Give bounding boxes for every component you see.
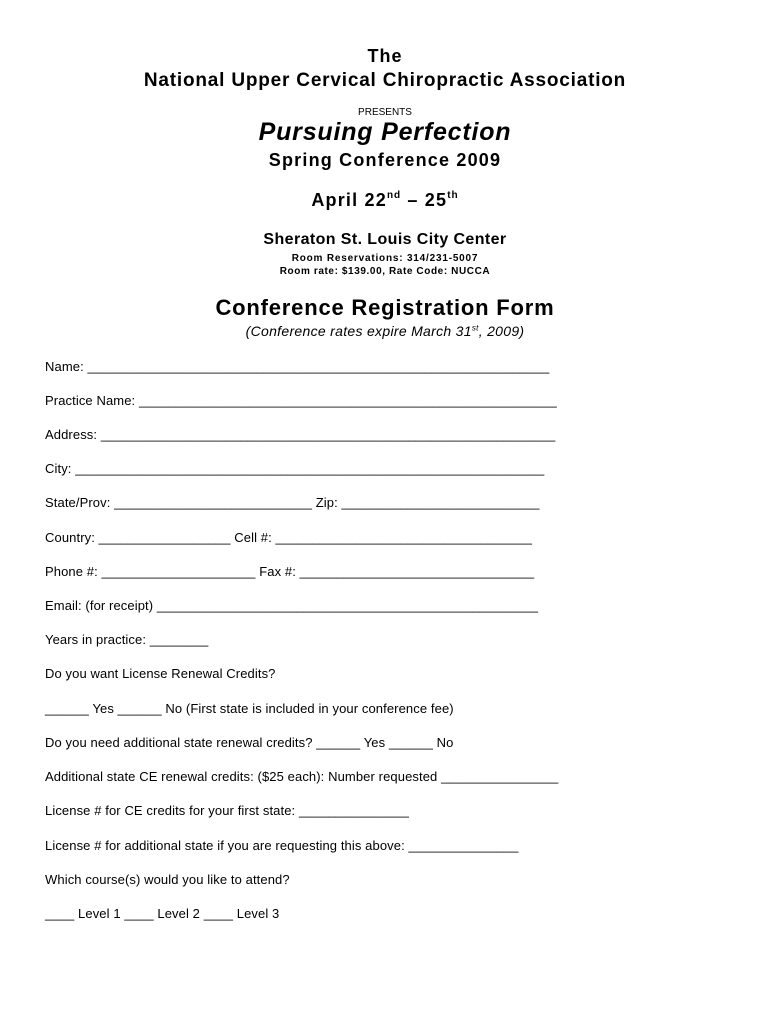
header-the: The [367,46,403,66]
conference-dates [0,190,770,211]
country-cell-field[interactable]: Country: __________________ Cell #: ___________________________________ [45,530,533,545]
organization-name: National Upper Cervical Chiropractic Association [143,70,627,91]
rates-expiry-note [0,323,770,339]
note-text-start: (Conference rates expire March 31 [245,323,472,339]
venue-name: Sheraton St. Louis City Center [263,231,507,248]
address-field[interactable]: Address: ______________________________________________________________ [45,427,556,442]
note-suffix: st [471,323,479,333]
course-question: Which course(s) would you like to attend? [45,872,290,887]
course-level-options[interactable]: ____ Level 1 ____ Level 2 ____ Level 3 [45,906,280,921]
practice-name-field[interactable]: Practice Name: _________________________________________________________ [45,393,557,408]
conference-title: Pursuing Perfection [258,118,512,146]
date-start-suffix: nd [386,190,402,201]
date-end-suffix: th [447,190,459,201]
additional-ce-credits-field[interactable]: Additional state CE renewal credits: ($25 each): Number requested ________________ [45,769,559,784]
room-rate: Room rate: $139.00, Rate Code: NUCCA [279,266,491,277]
email-field[interactable]: Email: (for receipt) ____________________________________________________ [45,598,539,613]
form-title: Conference Registration Form [215,295,555,320]
room-reservations: Room Reservations: 314/231-5007 [291,253,479,264]
license-renewal-yes-no[interactable]: ______ Yes ______ No (First state is included in your conference fee) [45,701,454,716]
date-end: – 25 [401,190,448,210]
city-field[interactable]: City: ________________________________________________________________ [45,461,545,476]
license-additional-state-field[interactable]: License # for additional state if you are requesting this above: _______________ [45,838,519,853]
name-field[interactable]: Name: _______________________________________________________________ [45,359,550,374]
date-start: April 22 [311,190,387,210]
license-renewal-question: Do you want License Renewal Credits? [45,666,276,681]
phone-fax-field[interactable]: Phone #: _____________________ Fax #: ________________________________ [45,564,535,579]
state-zip-field[interactable]: State/Prov: ___________________________ Zip: ___________________________ [45,495,540,510]
additional-renewal-yes-no[interactable]: Do you need additional state renewal credits? ______ Yes ______ No [45,735,454,750]
license-first-state-field[interactable]: License # for CE credits for your first state: _______________ [45,803,409,818]
years-in-practice-field[interactable]: Years in practice: ________ [45,632,209,647]
presents-label: PRESENTS [358,107,412,118]
note-text-end: , 2009) [478,323,525,339]
conference-subtitle: Spring Conference 2009 [268,150,502,170]
